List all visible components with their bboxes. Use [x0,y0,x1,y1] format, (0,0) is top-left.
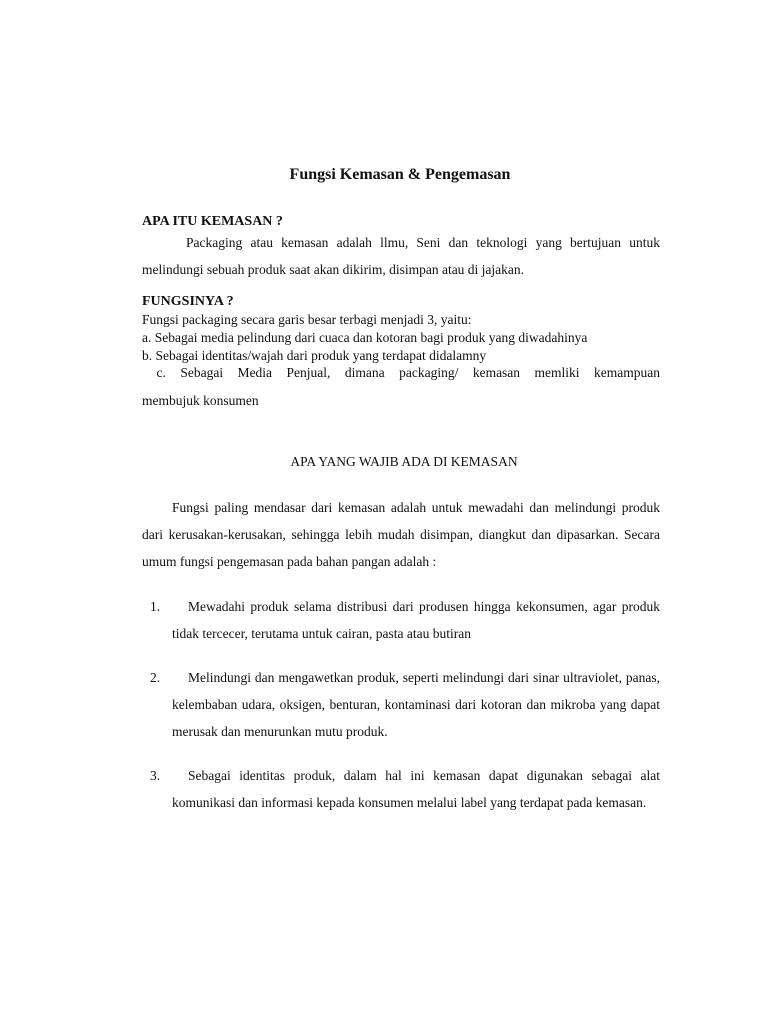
list-item-text: Mewadahi produk selama distribusi dari produsen hingga kekonsumen, agar produk tidak tercecer, terutama untuk cairan, pasta atau butiran [172,599,660,641]
list-item [142,762,660,816]
list-item [142,593,660,647]
function-item-c-line2: membujuk konsumen [142,393,259,408]
function-item-a: a. Sebagai media pelindung dari cuaca dan kotoran bagi produk yang diwadahinya [142,330,588,345]
list-item-text: Sebagai identitas produk, dalam hal ini kemasan dapat digunakan sebagai alat komunikasi dan informasi kepada konsumen melalui label yang terdapat pada kemasan. [172,768,660,810]
section-heading-functions: FUNGSINYA ? [142,294,234,309]
paragraph: Fungsi paling mendasar dari kemasan adalah untuk mewadahi dan melindungi produk dari kerusakan-kerusakan, sehingga lebih mudah disimpan, diangkut dan dipasarkan. Secara umum fungsi pengemasan pada bahan pangan adalah : [142,500,660,569]
function-item-b: b. Sebagai identitas/wajah dari produk yang terdapat didalamny [142,348,487,363]
list-item-number: 2. [150,670,161,685]
document-title: Fungsi Kemasan & Pengemasan [289,166,511,183]
section-mandatory-intro [142,494,660,575]
function-item-c-line1: c. Sebagai Media Penjual, dimana packaging/ kemasan memliki kemampuan [142,365,660,380]
section-heading-what-is-packaging: APA ITU KEMASAN ? [142,214,283,229]
section-heading-mandatory: APA YANG WAJIB ADA DI KEMASAN [290,454,518,469]
list-item-number: 3. [150,768,161,783]
functions-intro: Fungsi packaging secara garis besar terbagi menjadi 3, yaitu: [142,312,472,327]
list-item [142,664,660,745]
paragraph: Packaging atau kemasan adalah llmu, Seni dan teknologi yang bertujuan untuk melindungi sebuah produk saat akan dikirim, disimpan atau di jajakan. [142,235,660,277]
section-what-is-packaging-text [142,229,660,283]
list-item-text: Melindungi dan mengawetkan produk, seperti melindungi dari sinar ultraviolet, panas, kelembaban udara, oksigen, benturan, kontaminasi dari kotoran dan mikroba yang dapat merusak dan menurunkan mutu produk. [172,670,660,739]
list-item-number: 1. [150,599,161,614]
